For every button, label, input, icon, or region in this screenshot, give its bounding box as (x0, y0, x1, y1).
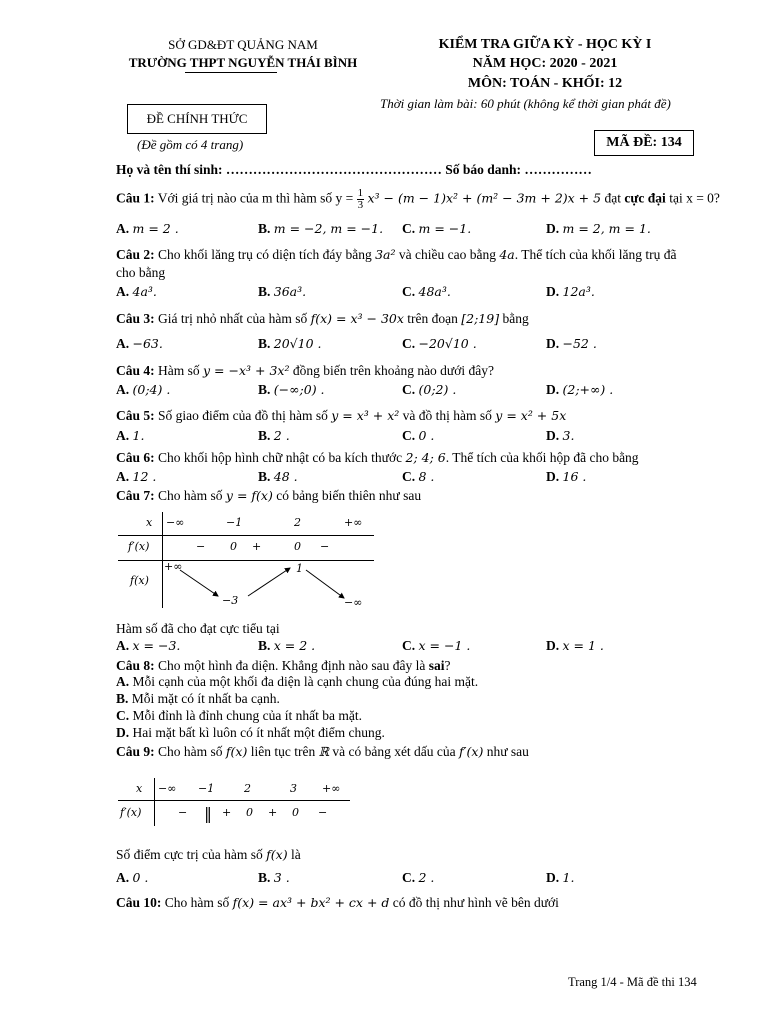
formula: f(x) (266, 847, 288, 862)
question-7-followup: Hàm số đã cho đạt cực tiểu tại (116, 621, 280, 636)
question-text: Cho khối lăng trụ có diện tích đáy bằng (158, 247, 372, 262)
question-7 (116, 487, 728, 504)
question-text: là (290, 847, 301, 862)
question-text: Cho một hình đa diện. Khẳng định nào sau đây là (158, 658, 426, 673)
question-text: đồng biến trên khoảng nào dưới đây? (292, 363, 494, 378)
answer-b[interactable]: B. 48 . (258, 469, 298, 484)
subject: MÔN: TOÁN - KHỐI: 12 (467, 76, 623, 91)
table-fprime-label: f′(x) (120, 806, 142, 819)
question-6 (116, 449, 728, 466)
formula: [2;19] (461, 311, 500, 326)
question-text: tại x = 0? (669, 190, 720, 206)
formula: y = x³ + x² (331, 408, 400, 423)
answer-b[interactable]: B. m = −2, m = −1. (258, 221, 384, 236)
answer-b[interactable]: B. (−∞;0) . (258, 382, 325, 397)
table-f-value: −3 (222, 594, 239, 607)
page-footer: Trang 1/4 - Mã đề thi 134 (568, 975, 697, 989)
question-4 (116, 362, 728, 379)
question-text: có đồ thị như hình vẽ bên dưới (392, 895, 559, 910)
formula: 4a (499, 247, 515, 262)
table-x-value: −∞ (166, 516, 185, 529)
table-sign: + (252, 540, 262, 553)
formula: y = −x³ + 3x² (203, 363, 290, 378)
question-label: Câu 7: (116, 488, 155, 503)
question-label: Câu 9: (116, 744, 155, 759)
question-label: Câu 5: (116, 408, 155, 423)
table-f-value: +∞ (164, 560, 183, 573)
question-text: như sau (486, 744, 529, 759)
question-text: Với giá trị nào của m thì hàm số y = (157, 190, 354, 206)
question-text: . Thể tích của khối lăng trụ đã (514, 247, 677, 262)
table-sign: 0 (230, 540, 237, 553)
question-text: có bảng biến thiên như sau (276, 488, 422, 503)
answer-b[interactable]: B. 2 . (258, 428, 290, 443)
table-sign: 0 (292, 806, 299, 819)
answer-a[interactable]: A. m = 2 . (116, 221, 179, 236)
table-sign: − (320, 540, 330, 553)
question-label: Câu 1: (116, 190, 155, 206)
question-9 (116, 743, 728, 760)
school-year: NĂM HỌC: 2020 - 2021 (472, 56, 618, 71)
question-text: Số điểm cực trị của hàm số (116, 847, 263, 862)
table-f-value: 1 (296, 562, 303, 575)
question-label: Câu 6: (116, 450, 155, 465)
answer-d[interactable]: D. (2;+∞) . (546, 382, 614, 397)
school-underline (185, 72, 277, 73)
answer-d[interactable]: D. x = 1 . (546, 638, 604, 653)
formula: 2; 4; 6 (405, 450, 446, 465)
question-text: và chiều cao bằng (398, 247, 496, 262)
answer-c[interactable]: C. 0 . (402, 428, 435, 443)
answer-a[interactable]: A. x = −3. (116, 638, 181, 653)
exam-title: KIỂM TRA GIỮA KỲ - HỌC KỲ I (438, 37, 652, 52)
answer-b[interactable]: B. 20√10 . (258, 336, 322, 351)
exam-time: Thời gian làm bài: 60 phút (không kể thời gian phát đề) (380, 96, 671, 111)
official-label: ĐỀ CHÍNH THỨC (146, 111, 248, 126)
question-text: Cho khối hộp hình chữ nhật có ba kích thước (158, 450, 403, 465)
answer-a[interactable]: A. 4a³. (116, 284, 157, 299)
question-8 (116, 657, 728, 674)
formula: f(x) (225, 744, 248, 759)
table-x-label: x (136, 782, 143, 795)
formula: f′(x) (459, 744, 484, 759)
question-5 (116, 407, 728, 424)
table-f-label: f(x) (130, 574, 149, 587)
formula: 3a² (375, 247, 396, 262)
formula: x³ − (m − 1)x² + (m² − 3m + 2)x + 5 (367, 190, 602, 206)
question-emphasis: sai (428, 658, 445, 673)
answer-c[interactable]: C. 2 . (402, 870, 435, 885)
answer-c[interactable]: C. 8 . (402, 469, 435, 484)
table-sign: + (268, 806, 278, 819)
question-1 (116, 188, 728, 211)
answer-d[interactable]: D. 16 . (546, 469, 587, 484)
question-text: Giá trị nhỏ nhất của hàm số (158, 311, 308, 326)
school-name: TRƯỜNG THPT NGUYỄN THÁI BÌNH (128, 55, 358, 70)
option-b[interactable]: B. Mỗi mặt có ít nhất ba cạnh. (116, 691, 280, 706)
sign-table (118, 778, 350, 826)
table-x-value: 2 (294, 516, 301, 529)
table-x-value: 3 (290, 782, 297, 795)
answer-a[interactable]: A. 12 . (116, 469, 157, 484)
department: SỞ GD&ĐT QUẢNG NAM (168, 37, 318, 52)
question-emphasis: cực đại (624, 190, 666, 206)
formula: y = f(x) (225, 488, 273, 503)
answer-c[interactable]: C. −20√10 . (402, 336, 477, 351)
table-x-value: 2 (244, 782, 251, 795)
question-10 (116, 894, 728, 911)
answer-d[interactable]: D. m = 2, m = 1. (546, 221, 651, 236)
question-9-followup (116, 846, 728, 863)
question-text: Hàm số (158, 363, 200, 378)
answer-d[interactable]: D. −52 . (546, 336, 597, 351)
table-sign: 0 (294, 540, 301, 553)
answer-b[interactable]: B. 3 . (258, 870, 290, 885)
question-text: . Thể tích của khối hộp đã cho bằng (445, 450, 639, 465)
question-text: và đồ thị hàm số (402, 408, 492, 423)
question-text: trên đoạn (407, 311, 458, 326)
table-x-value: +∞ (344, 516, 363, 529)
question-text: Cho hàm số (158, 744, 223, 759)
table-x-value: −∞ (158, 782, 177, 795)
table-sign: − (178, 806, 188, 819)
question-label: Câu 2: (116, 247, 155, 262)
table-sign: 0 (246, 806, 253, 819)
table-sign: ‖ (204, 804, 212, 823)
question-label: Câu 3: (116, 311, 155, 326)
official-box (127, 104, 267, 134)
table-f-value: −∞ (344, 596, 363, 609)
answer-b[interactable]: B. x = 2 . (258, 638, 316, 653)
formula: f(x) = x³ − 30x (310, 311, 404, 326)
fraction-one-third: $\frac{1}{3}$ (357, 187, 364, 211)
question-text: Số giao điểm của đồ thị hàm số (158, 408, 328, 423)
formula: ℝ (318, 744, 329, 759)
question-text: Cho hàm số (158, 488, 223, 503)
answer-b[interactable]: B. 36a³. (258, 284, 307, 299)
table-x-value: −1 (198, 782, 215, 795)
answer-a[interactable]: A. 1. (116, 428, 145, 443)
option-d[interactable]: D. Hai mặt bất kì luôn có ít nhất một điểm chung. (116, 725, 385, 740)
answer-c[interactable]: C. 48a³. (402, 284, 451, 299)
question-text: và có bảng xét dấu của (332, 744, 456, 759)
answer-c[interactable]: C. x = −1 . (402, 638, 471, 653)
question-text: đạt (604, 190, 621, 206)
table-fprime-label: f′(x) (128, 540, 150, 553)
exam-code: MÃ ĐỀ: 134 (606, 135, 682, 150)
option-c[interactable]: C. Mỗi đỉnh là đỉnh chung của ít nhất ba mặt. (116, 708, 362, 723)
question-text: ? (444, 658, 451, 673)
exam-code-box (594, 130, 694, 156)
question-label: Câu 10: (116, 895, 162, 910)
variation-arrows (118, 512, 374, 608)
answer-c[interactable]: C. m = −1. (402, 221, 472, 236)
question-text: Cho hàm số (164, 895, 230, 910)
answer-d[interactable]: D. 3. (546, 428, 575, 443)
formula: y = x² + 5x (495, 408, 567, 423)
table-x-value: −1 (226, 516, 243, 529)
variation-table (118, 512, 374, 608)
table-x-label: x (146, 516, 153, 529)
formula: f(x) = ax³ + bx² + cx + d (232, 895, 390, 910)
answer-d[interactable]: D. 1. (546, 870, 575, 885)
pages-note: (Đề gồm có 4 trang) (137, 137, 244, 152)
question-label: Câu 8: (116, 658, 155, 673)
table-sign: + (222, 806, 232, 819)
answer-a[interactable]: A. 0 . (116, 870, 149, 885)
answer-c[interactable]: C. (0;2) . (402, 382, 457, 397)
question-text: liên tục trên (250, 744, 316, 759)
question-3 (116, 310, 728, 327)
answer-a[interactable]: A. (0;4) . (116, 382, 171, 397)
question-2-cont: cho bằng (116, 265, 166, 280)
answer-a[interactable]: A. −63. (116, 336, 163, 351)
question-2 (116, 246, 728, 263)
table-sign: − (318, 806, 328, 819)
question-label: Câu 4: (116, 363, 155, 378)
answer-d[interactable]: D. 12a³. (546, 284, 595, 299)
student-info-line: Họ và tên thí sinh: ………………………………………… Số báo danh: …………… (116, 162, 592, 177)
option-a[interactable]: A. Mỗi cạnh của một khối đa diện là cạnh chung của đúng hai mặt. (116, 674, 479, 689)
table-sign: − (196, 540, 206, 553)
table-x-value: +∞ (322, 782, 341, 795)
question-text: bằng (502, 311, 529, 326)
